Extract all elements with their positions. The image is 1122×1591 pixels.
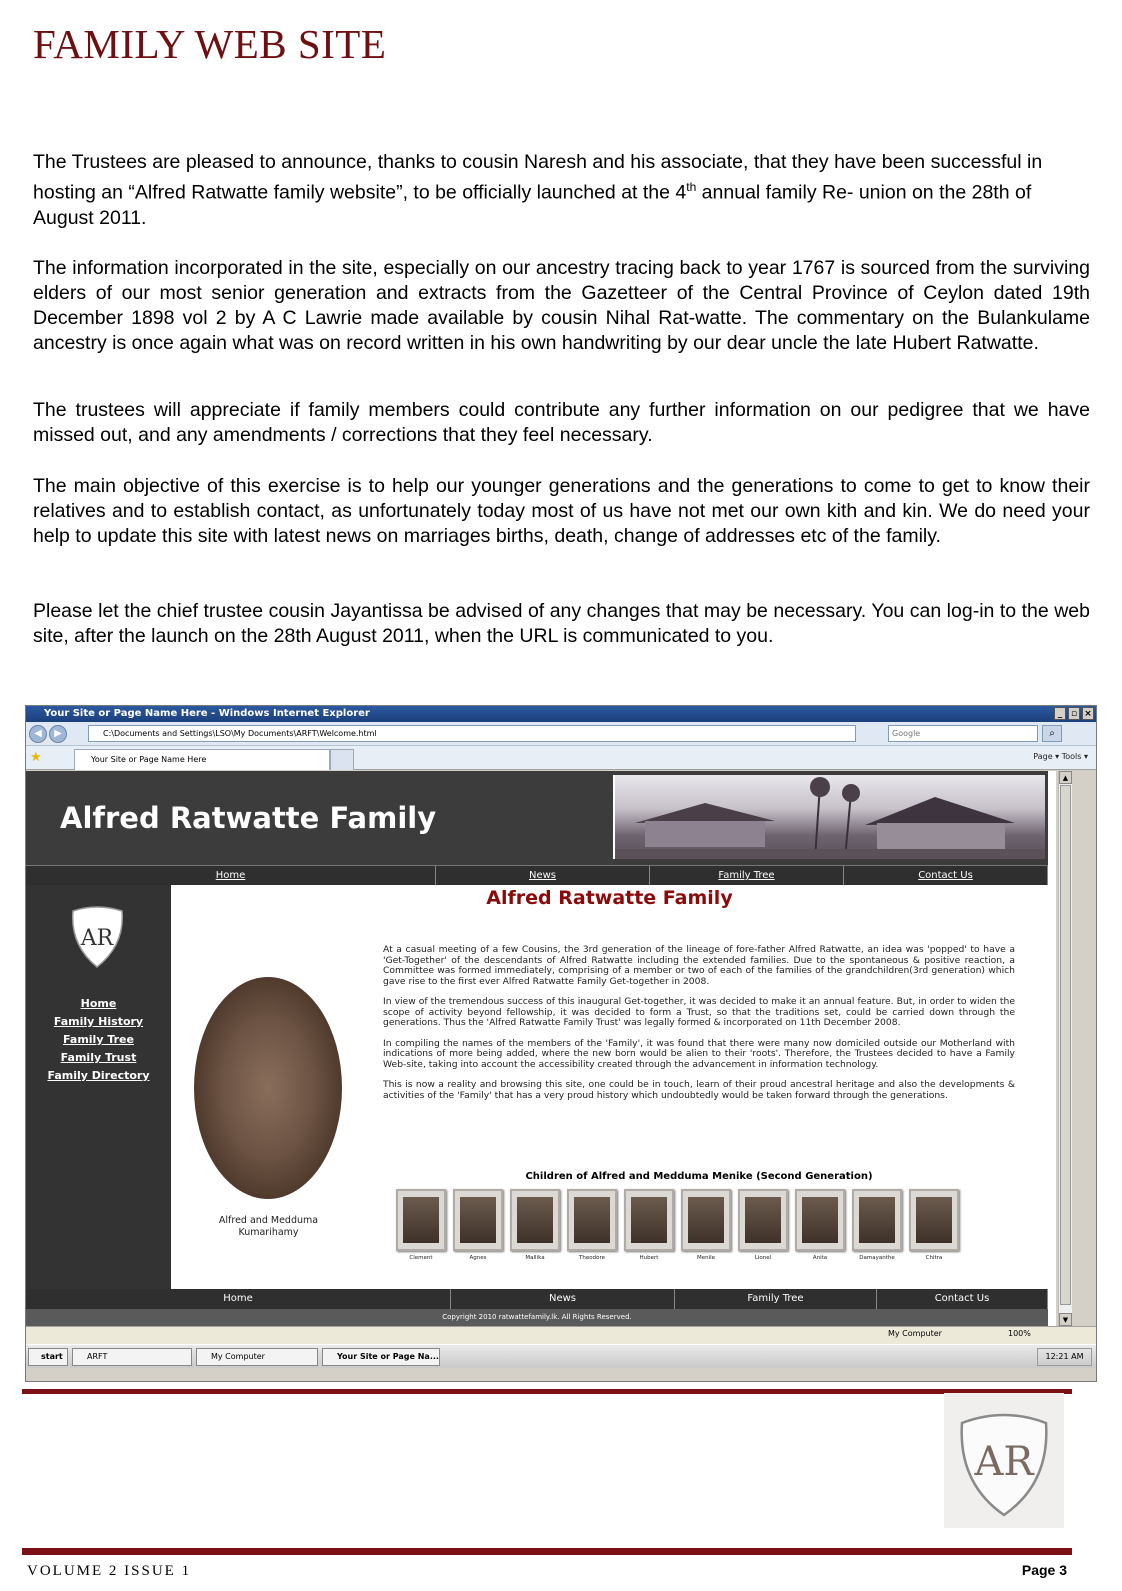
child-photo[interactable]: Damayanthe [852, 1189, 902, 1261]
search-input[interactable]: Google [888, 725, 1038, 742]
svg-text:AR: AR [974, 1439, 1034, 1485]
site-sidebar [26, 885, 171, 1289]
close-icon[interactable]: × [1082, 707, 1094, 720]
address-bar [26, 722, 1096, 746]
portrait-photo [194, 977, 342, 1199]
back-icon[interactable]: ◀ [29, 725, 47, 743]
paragraph-announcement: The Trustees are pleased to announce, thanks to cousin Naresh and his associate, that they have been successful in hosting an “Alfred Ratwatte family website”, to be officially launched at the 4th annual family Re- union on the 28th of August 2011. [33, 151, 1043, 229]
paragraph-contribute: The trustees will appreciate if family members could contribute any further information on our pedigree that we have missed out, and any amendments / corrections that they feel necessary. [33, 399, 1090, 446]
story-text [383, 945, 1015, 1111]
child-photo[interactable]: Theodore [567, 1189, 617, 1261]
nav-news[interactable]: News [436, 866, 650, 885]
taskbar-item-browser[interactable]: Your Site or Page Na... [322, 1348, 440, 1366]
start-button[interactable]: start [28, 1348, 68, 1366]
page-number: Page 3 [1021, 1562, 1067, 1578]
page-title: FAMILY WEB SITE [33, 21, 387, 67]
nav-contact-us[interactable]: Contact Us [844, 866, 1048, 885]
story-paragraph: At a casual meeting of a few Cousins, the 3rd generation of the lineage of fore-father Alfred Ratwatte, an idea was 'popped' to have a 'Get-Together' of the descendants of Alfred Ratwatte including the extended families. Due to the spontaneous & positive reaction, a Committee was formed immediately, comprising of a member or two of each of the families of the grandchildren(3rd generation) which gave rise to the first ever Alfred Ratwatte Family Get-together in 2008. [383, 944, 1015, 987]
scroll-up-icon[interactable]: ▲ [1059, 771, 1072, 784]
minimize-icon[interactable]: _ [1054, 707, 1066, 720]
site-copyright: Copyright 2010 ratwattefamily.lk. All Rights Reserved. [26, 1309, 1048, 1326]
browser-status-bar [26, 1326, 1096, 1344]
sidebar-link-home[interactable]: Home [80, 997, 117, 1010]
child-photo[interactable]: Lionel [738, 1189, 788, 1261]
tab-current[interactable]: Your Site or Page Name Here [74, 749, 330, 770]
paragraph-information: The information incorporated in the site, especially on our ancestry tracing back to year 1767 is sourced from the surviving elders of our most senior generation and extracts from the Gazetteer of the Central Province of Ceylon dated 19th December 1898 vol 2 by A C Lawrie made available by cousin Nihal Rat-watte. The commentary on the Bulankulame ancestry is once again what was on record written in his own handwriting by our dear uncle the late Hubert Ratwatte. [33, 257, 1090, 354]
sidebar-link-family-trust[interactable]: Family Trust [60, 1051, 137, 1064]
site-content [171, 885, 1048, 1289]
sidebar-link-family-directory[interactable]: Family Directory [47, 1069, 150, 1082]
paragraph-login: Please let the chief trustee cousin Jayantissa be advised of any changes that may be necessary. You can log-in to the web site, after the launch on the 28th August 2011, when the URL is communicated to you. [33, 600, 1090, 647]
paragraph-objective: The main objective of this exercise is to help our younger generations and the generations to come to get to know their relatives and to establish contact, as unfortunately today most of us have not met our own kith and kin. We do need your help to update this site with latest news on marriages births, death, change of addresses etc of the family. [33, 475, 1090, 547]
house-banner-image [613, 775, 1045, 859]
children-title: Children of Alfred and Medduma Menike (Second Generation) [525, 1171, 873, 1182]
svg-text:AR: AR [80, 926, 114, 951]
child-photo[interactable]: Chitra [909, 1189, 959, 1261]
volume-label: VOLUME 2 ISSUE 1 [27, 1563, 192, 1579]
site-nav [26, 865, 1048, 885]
site-header [26, 771, 1048, 865]
child-photo[interactable]: Clement [396, 1189, 446, 1261]
sidebar-link-family-history[interactable]: Family History [53, 1015, 144, 1028]
child-photo[interactable]: Agnes [453, 1189, 503, 1261]
nav-home[interactable]: Home [26, 866, 436, 885]
child-photo[interactable]: Menile [681, 1189, 731, 1261]
footer-rule [22, 1548, 1072, 1555]
scroll-thumb[interactable] [1060, 785, 1071, 1305]
story-paragraph: This is now a reality and browsing this site, one could be in touch, learn of their proud ancestral heritage and also the developments & activities of the 'Family' that has a very proud history which undoubtedly would be taken forward through the generations. [383, 1079, 1015, 1101]
maximize-icon[interactable]: ▫ [1068, 707, 1080, 720]
sidebar-link-family-tree[interactable]: Family Tree [63, 1033, 134, 1046]
footer-nav-home[interactable]: Home [26, 1289, 451, 1309]
taskbar-clock: 12:21 AM [1037, 1348, 1092, 1366]
vertical-scrollbar[interactable] [1058, 771, 1072, 1326]
taskbar-item-my-computer[interactable]: My Computer [196, 1348, 318, 1366]
zoom-level[interactable]: 100% [1008, 1329, 1031, 1338]
website-screenshot [25, 705, 1097, 1382]
address-input[interactable]: C:\Documents and Settings\LSO\My Documents\ARFT\Welcome.html [88, 725, 856, 742]
story-paragraph: In view of the tremendous success of this inaugural Get-together, it was decided to make it an annual feature. But, in order to widen the scope of activity beyond fellowship, it was decided to form a Trust, so that the traditions set, could be carried down through the generations. Thus the 'Alfred Ratwatte Family Trust' was legally formed & incorporated on 11th December 2008. [383, 996, 1015, 1028]
nav-family-tree[interactable]: Family Tree [650, 866, 844, 885]
search-icon[interactable]: ⌕ [1042, 725, 1062, 742]
child-photo[interactable]: Hubert [624, 1189, 674, 1261]
story-paragraph: In compiling the names of the members of the 'Family', it was found that there were many now domiciled outside our Motherland with indications of more being added, where the new born would be alien to their 'roots'. Therefore, the Trustees decided to have a Family Web-site, taking into account the accessibility created through the advancement in information technology. [383, 1037, 1015, 1070]
tab-bar [26, 746, 1096, 770]
ar-shield-logo-large [944, 1393, 1064, 1528]
tools-menu[interactable]: Page ▾ Tools ▾ [1033, 752, 1088, 761]
status-zone: My Computer [888, 1329, 942, 1338]
browser-title-bar: Your Site or Page Name Here - Windows Internet Explorer _ ▫ × [26, 706, 1096, 722]
house-drawing [615, 775, 1045, 859]
child-photo[interactable]: Anita [795, 1189, 845, 1261]
taskbar-item-arft[interactable]: ARFT [72, 1348, 192, 1366]
favorites-star-icon[interactable]: ★ [30, 750, 42, 765]
footer-nav-family-tree[interactable]: Family Tree [675, 1289, 877, 1309]
ar-shield-logo [69, 905, 126, 969]
windows-taskbar [26, 1344, 1096, 1368]
child-photo[interactable]: Mallika [510, 1189, 560, 1261]
children-gallery [396, 1189, 996, 1261]
divider-rule [22, 1389, 1072, 1394]
portrait-caption: Alfred and Medduma Kumarihamy [218, 1215, 319, 1238]
browser-viewport [26, 771, 1056, 1326]
forward-icon[interactable]: ▶ [49, 725, 67, 743]
footer-nav-news[interactable]: News [451, 1289, 675, 1309]
site-footer-nav [26, 1289, 1048, 1309]
content-title: Alfred Ratwatte Family [486, 887, 733, 909]
scroll-down-icon[interactable]: ▼ [1059, 1313, 1072, 1326]
site-name: Alfred Ratwatte Family [60, 801, 437, 835]
new-tab-button[interactable] [330, 749, 354, 770]
footer-nav-contact-us[interactable]: Contact Us [877, 1289, 1048, 1309]
